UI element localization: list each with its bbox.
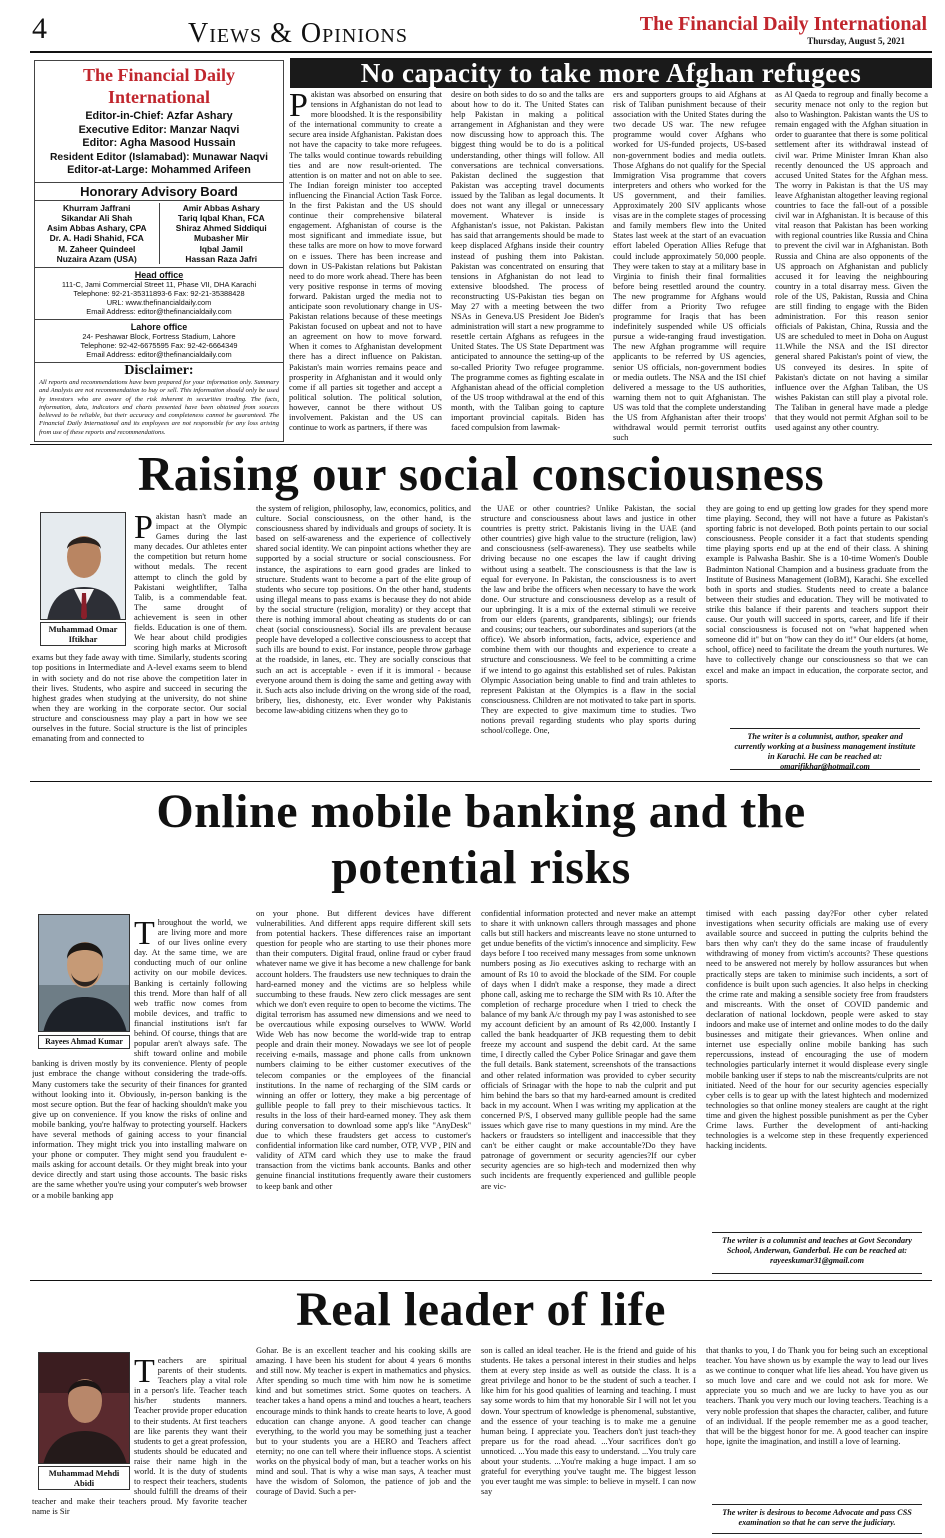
board-member: Khurram Jaffrani [63,202,131,213]
column-text: desire on both sides to do so and the talks are about how to do it. The United States can help Pakistan in making a political arrangement in Afghanistan and they were now discussing how to approach this. The biggest thing would be to do is a political understanding, other things will follow. All conversations are technical conversations. Pakistan declined the suggestion that Pakistan was accepting travel documents issued by the Taliban as legal documents. It does not want any illegal or unnecessary movement. Whatever is inside is Afghanistan's issue, not Pakistan. Pakistan has said that arrangements should be made to keep displaced Afghans inside their country instead of pushing them into Pakistan. Pakistan was concentrated on ensuring that tensions in Afghanistan do not lead to extensive bloodshed. The process of reconstructing US-Pakistan ties began on May 27 with a meeting between the two NSAs in Geneva.US President Joe Biden's administration will start a new programme to resettle certain Afghans as refugees in the United States. The US State Department was anticipated to announce the setting-up of the so-called Priority Two refugee programme. The programme comes as fighting escalate in Afghanistan ahead of the official completion of the US troop withdrawal at the end of this month, with the Taliban going to capture important provincial capitals. Biden has faced compulsion from lawmak- [451,90,604,433]
section-title: Views & Opinions [188,18,408,49]
address-line: URL: www.thefinancialdaily.com [106,298,212,308]
column-text: akistan was absorbed on ensuring that tensions in Afghanistan do not lead to more bloodshed. It is the responsibility of the international community to create a secure area inside Afghanistan. Pakistan does not have the capacity to take more refugees. The talks would continue towards rebuilding ties and are now result-oriented. The attention is on matter and not on able to see. The Indian foreign minister too accepted influencing the Financial Action Task Force. In the first Pakistan and the US should continue their comprehensive bilateral engagement. Afghanistan of course is the most significant and immediate issue, but these talks are more on how to move forward on e issues. There has been increase and down in US-Pakistan relations but Pakistan need to do more work ahead. There has been very positive response in terms of moving forward. Pakistan urged the media not to anticipate soon revolutionary change in US-Pakistan relations because of these meetings Pakistan focused on upbeat and not to have an agreement on how to move forward. When it comes to Afghanistan development there has a direct influence on Pakistan. Pakistan's main worries remains peace and prosperity in Afghanistan and it would only come if all parties sit together and accept a political solution. The political solution, however, cannot be there without US involvement. Pakistan and the US can continue to work as partners, if there was [289,90,442,433]
article-3-column-2 [256,1346,471,1534]
article-2-title-line-1: Online mobile banking and the [156,785,806,838]
board-member: Mubasher Mir [194,233,249,244]
address-line: Email Address: editor@thefinancialdaily.com [86,350,232,360]
article-2-writer-note: The writer is a columnist and teaches at Govt Secondary School, Anderwan, Ganderbal. He can be reached at: rayeeskumar31@gmail.com [712,1232,922,1274]
board-left-column [35,203,159,265]
staff-box [34,60,284,442]
column-text: akistan hasn't made an impact at the Olympic Games during the last many decades. Our athletes enter the competition but return home without medals. The recent attempt to clinch the gold by Pakistani weightlifter, Talha Talib, is a commendable feat. The same drought of achievement is seen in other fields. Education is one of them. We hear about child prodigies scoring high marks at Microsoft exams but they fade away with time. Similarly, students scoring top positions in Intermediate and A-level exams seem to blend in with society and do not rise above the competition later in their lives. Students, who aspire and succeed in securing the highest grades when studying at the university, do not shine when they are working in the corporate sector. Our social structure and consciousness may play a part in how we see ourselves in the future. Social structure is the list of principles emanating from and connected to [32,512,247,744]
column-text: as Al Qaeda to regroup and finally become a security menace not only to the region but also to Washington. Pakistan wants the US to remain engaged with the Afghan situation in order to guarantee that there is some political settlement after its withdrawal instead of civil war. Prime Minister Imran Khan also recently denounced the US approach and accused United States for the Afghan mess. The worry in Pakistan is that the US may leave Afghanistan altogether leaving regional countries to face the fall-out of a possible civil war in Afghanistan. It is because of this vital reason that Pakistan has been working with regional countries like Russia and China to prevent the civil war in Afghanistan. Both Russia and China are also opponents of the US approach on Afghanistan and publicly accused it for leaving the neighbouring country in a total disarray mess. Given the role of the US, Pakistan, Russia and China are still finding to engage with the Biden administration. For this reason senior officials of Pakistan, China, Russia and the US are scheduled to meet in Doha on August 11.While the NSA and the ISI director general shared Pakistan's point of view, the US conveyed its desires. In spite of Pakistan's dictate on not having a similar influence over the Afghan Taliban, the US wishes Pakistan can still play a pivotal role. The Taliban in general have made a pledge that they would not permit Afghan soil to be used against any other country. [775,90,928,433]
article-1-title: Raising our social consciousness [137,446,825,501]
section-divider [30,444,932,445]
column-text: son is called an ideal teacher. He is the friend and guide of his students. He takes a personal interest in their studies and helps them at every step inside as well as outside the class. It is a great privilege and honor to be the student of such a teacher. I like him for his good qualities of learning and teaching. I must say some words to him that my honorable Sir I will not let you down. Your spectrum of knowledge is phenomenal, substantive, and the essence of your teaching is to make me a genuine human being. I appreciate you. Teachers don't just teach-they prepare us for the road ahead. ...Your sacrifices don't go unnoticed. ...You made this easy to understand. ...You truly care about your students. ...You're making a huge impact. I am so grateful for everything you've taught me. The biggest lesson you ever taught me was simple: to believe in myself. I can now say [481,1346,696,1497]
editorial-column-3 [613,90,766,442]
article-1-writer-note: The writer is a columnist, author, speaker and currently working at a business management institute in Karachi. He can be reached at: omarifikhar@hotmail.com [730,728,920,770]
board-member: Dr. A. Hadi Shahid, FCA [49,233,144,244]
column-text: eachers are spiritual parents of their students. Teachers play a vital role in a person's life. Teacher teach his/her students manners. Teacher provide proper education to their students. At first teachers are like parents they want their students to get a great profession, students should be educated and raise their name high in the world. It is the duty of students to respect their teachers, students should fulfill the dreams of their teacher and make their teachers proud. My favorite teacher name is Sir [32,1356,247,1517]
board-right-column [160,203,284,265]
article-2-column-4 [706,909,928,1227]
lahore-office-title: Lahore office [130,322,188,333]
lahore-office-address [35,332,283,359]
article-2-column-2 [256,909,471,1278]
article-3-column-3 [481,1346,696,1534]
masthead-paper-name: The Financial Daily International [639,13,927,35]
article-2-title [30,784,932,896]
column-text: the UAE or other countries? Unlike Pakistan, the social structure and consciousness about laws and justice in other countries is pretty strict. Pakistanis living in the UAE (and other countries) give high value to the structure (religion, law) and consciousness (self-awareness). They use seatbelts while driving because no one escapes the law if caught driving without using a seatbelt. The consciousness is that the law is equal for everyone. In Pakistan, the consciousness is to avert the law and bribe the officers when necessary to have the work done. Our structure and consciousness develop as a result of our upbringing. It is a mix of the external stimuli we receive from our elders (parents, grandparents, siblings); our friends and cousins; our teachers, our subordinates and superiors (at the office). We absorb information, facts, advice, experience and combine them with our thoughts and experience to create a structure and consciousness. We feel to be committing a crime if we intend to go against this established set of rules. Pakistan Olympic Association being unable to find and train athletes to represent Pakistan at the Olympics is a flaw in the social consciousness. Children are not motivated to take part in sports. They are expected to give maximum time to studies. Two notions prevail regarding students who play sports during school/college. One, [481,504,696,736]
column-text: timised with each passing day?For other cyber related investigations when security officials are making use of every available source and succeed in putting the culprits behind the bars then why can't they do the same incase of fraudulently withdrawing of money from victim's accounts? These questions need to be answered not merely by hollow assurances but when practically steps are taken to minimise such incidents, a sort of confidence is built upon such agencies. It also helps in checking the crime rate and making a sensible society free from fraudsters and miscreants. With the onset of COVID pandemic and declaration of national lockdown, people were asked to stay indoors and make use of internet and online modes to do the daily businesses and mitigate their grievances. When online and internet use especially online mobile banking has such repercussions, instead of encouraging the use of modern technologies particularly internet it would displease every single mobile banking user if steps to nab the miscreants/culprits are not initiated. Need of the hour for our security agencies especially cyber cells is to gear up with the latest hightech and modernized technologies so that online money stealers are caught at the right time and given the highest possible punishment as per the Cyber Crime laws. Further the development of anti-hacking technologies is a welcome step in these frequently experienced hacking incidents. [706,909,928,1151]
address-line: 111-C, Jami Commercial Street 11, Phase VII, DHA Karachi [61,280,257,290]
column-text: confidential information protected and never make an attempt to share it with unknown callers through massages and phone calls but still hackers and miscreants leave no stone unturned to get undue benefits of the victim's innocence and simplicity. Few days before I too received many messages from some unknown numbers posing as Jio executives asking to recharge with an amount of Rs 10 to avoid the blockade of the SIM. For couple of days when I didn't make a response, they made a direct phone call, asking me to recharge the SIM with Rs 10. After the completion of recharge procedure when I tried to check the balance of my bank A/c through my pay I was astonished to see my account deficient by an amount of Rs 42,000. Instantly I called the bank headquarter of JKB requesting them to debit freeze my account and suspend the debit card. At the same time, I directly called the Cyber Police Srinagar and gave them the full details. Bank statement, screenshots of the transactions and other related information was provided to cyber security officials of Srinagar with the hope to nab the culprit and put him behind the bars so that my hard-earned amount is credited back in my account. When I was writing my application at the concerned P/S, I observed many gullible people had the same issues which gave rise to many questions in my mind. Are the hackers or fraudsters so intelligent and inaccessible that they can't be either caught or make accountable?Do they have patronage of government or security agencies?If our cyber security agencies are so high-tech and modernized then why such incidents are frequently experienced and gullible people are vic- [481,909,696,1191]
article-3-column-1 [32,1356,247,1534]
board-member: Nuzaira Azam (USA) [56,253,137,264]
column-text: hroughout the world, we are living more and more of our lives online every day. At the same time, we are conducting much of our online activity on our mobile devices. Banking is certainly following this trend. More than half of all web traffic now comes from mobile devices, and traffic to financial institutions isn't far behind. Of course, things that are popular aren't always safe. The shift toward online and mobile banking is driven mostly by its convenience. Plenty of people just embrace the change without considering the trade-offs. Many customers take the security of their finances for granted without looking into it. Obviously, in-person banking is the most secure option. But the fear of hacking shouldn't make you give up on convenience. If you know the risks of online and mobile banking, you're halfway to protecting yourself. Hackers have several methods of gaining access to your financial information. They might trick you into installing malware on your phone or computer. They might send you fraudulent e-mails asking for account details. Or they might break into your device directly and start using those accounts. The basic risks are the same whether you're using your computer's web browser or a mobile banking app [32,918,247,1200]
column-text: that thanks to you, I do Thank you for being such an exceptional teacher. You have shown us by example the way to lead our lives as we continue to conquer what life lies ahead. You have given us so much love and care and we could not ask for more. We appreciate you so much and we are lucky to have you as our teachers. Thank you very much our loving teachers. Teaching is a very noble profession that shapes the character, caliber, and future of an individual. If the people remember me as a good teacher, that will be the biggest honor for me. A good teacher can inspire hope, ignite the imagination, and instill a love of learning. [706,1346,928,1446]
section-divider [30,781,932,782]
editorial-drop-cap: P [289,90,308,124]
editorial-column-2 [451,90,604,442]
article-2-column-3 [481,909,696,1278]
advisory-board [35,201,283,265]
board-member: Iqbal Jamil [199,243,243,254]
head-office-address [35,280,283,316]
editors-list [35,110,283,178]
masthead-rule [30,51,932,53]
editor-line: Editor-at-Large: Mohammed Arifeen [67,164,251,176]
masthead-date: Thursday, August 5, 2021 [807,36,905,46]
column-text: Gohar. Be is an excellent teacher and his cooking skills are amazing. I have been his student for about 4 years 6 months and still now. My teacher is expert in mathematics and physics. After spending so much time with him now he is sometime kind and but sometimes strict. Some quotes on teachers. A teacher takes a hand opens a mind and touches a heart, teachers encourage minds to think hands to create hearts to love, A good education can change anyone. A good teacher can change everything, to the world you may be something just a teacher but to your students you are a HERO and Teachers affect eternity; no one can tell where their influence stops. A scientist works on the physical body of man, but a teacher works on his mind and soul. That is why a wise man says, A teacher must have the wisdom of Solomon, the patience of job and the courage of David. Such a per- [256,1346,471,1497]
article-3-writer-note: The writer is desirous to become Advocate and pass CSS examination so that he can serve the judiciary. [712,1504,922,1534]
author-caption-omar: Muhammad Omar Iftikhar [40,622,126,646]
article-3-title: Real leader of life [296,1283,666,1336]
column-text: on your phone. But different devices have different vulnerabilities. And different apps require different skill sets from potential hackers. These differences raise an important question for people who are starting to use their phones more than their computers. Digital fraud, online fraud or cyber fraud whatever name we give it has become a new challenge for bank account holders. The fraudsters use new techniques to drain the hard-earned money and the victims are so helpless while succumbing to these frauds. New zero click messages are sent which we don't even require to open to become the victims. The digital terrorism has assumed new dimensions and we need to be overcautious while exposing ourselves to WWW. World Wide Web has now become the world-wide trap to entrap people and drain their money. Nowadays we see lot of people receiving e-mails, massage and phone calls from unknown numbers claiming to be either customer executives of the telecom companies or the employees of the financial institutions. In the name of recharging of the SIM cards or winning an offer or lottery, they make a big percentage of gullible people to fall prey to their mischievous tactics. It results in the loss of their hard-earned money. They ask them during conversation to download some app's like "AnyDesk" due to which these fraudsters get access to customer's confidential information like card number, OTP, VVP , PIN and validity of ATM card which they use to make the fraud transaction from the victims bank accounts. Banks and other genuine financial institutions frequently aware their customers to keep bank and other [256,909,471,1191]
column-text: ers and supporters groups to aid Afghans at risk of Taliban punishment because of their association with the United States during the two decade US war. The new refugee programme would cover Afghans who worked for US-funded projects, US-based non-government bodies and media outlets. Those Afghans do not qualify for the Special Immigration Visa programme that covers interpreters and others who worked for the US government, and their families. Approximately 200 SIV applicants whose visas are in the complete stages of processing and family members flew into the United States last week at the start of an evacuation effort labeled Operation Allies Refuge that could include approximately 50,000 people. They were taken to stay at a military base in Virginia to finish their final formalities before being resettled around the country. The new programme for Afghans would differ from a Priority Two refugee programme for Iraqis that has been indefinitely suspended while US officials pursue a wide-ranging fraud investigation. The new Afghan programme will require applicants to be referred by US agencies, senior US officials, non-government bodies or media outlets. The NSA and the ISI chief delivered a message to the US authorities, warning them not to quit Afghanistan. The US was told that the complete understanding the US from Afghanistan after their troops' withdrawal would permit terrorist outfits such [613,90,766,442]
article-1-column-2 [256,504,471,780]
article-2-column-1 [32,918,247,1278]
photo-spacer [32,918,134,1052]
photo-spacer [32,1356,134,1490]
board-member: Sikandar Ali Shah [61,212,133,223]
board-member: Tariq Iqbal Khan, FCA [177,212,265,223]
column-text: they are going to end up getting low grades for they spend more time playing. Second, they will not have a future as Pakistan's sporting fabric is not developed. Both points pertain to our social consciousness. People consider it a fact that students spending time playing sports end up at the end of their class. A shining example is Palwasha Bashir. She is a 10-time Women's Double Badminton National Champion and a business graduate from the Institute of Business Management (IoBM), Karachi. She excelled both in sports and studies. Students need to create a balance between their studies and education. They will be motivated to strike this balance if their parents and teachers support their cause. Our youth will succeed in sports, career, and life if their social consciousness is focused not on "what happened when someone did it" but on "how can they do it!" Our elders (at home, school, office) need to facilitate the dream the youth nurtures. We have to collectively change our consciousness so that we can excel and make an impact in education, the corporate sector, and sports. [706,504,928,685]
board-member: Hassan Raza Jafri [185,253,258,264]
page-number: 4 [32,12,47,45]
column-text: the system of religion, philosophy, law, economics, politics, and culture. Social consciousness, on the other hand, is the consciousness shared by individuals and groups of society. It is based on self-awareness and the experience of collectively shared social identity. We can pinpoint actions whether they are supported by a social structure or social consciousness. For instance, the aspirations to earn good grades are linked to structure. Students want to become a part of the elite group of students who secure top positions. On the other hand, students using illegal means to pass exams is because they do not abide by the social structure (religion, morality) or they accept that there is nothing immoral about cheating as students do or can cheat (social consciousness). Social ills are prevalent because people have developed a collective consciousness to accept that such ills are bound to exist. For instance, people throw garbage at the roadside, in lanes, etc. They are socially conscious that such an act is acceptable - even if it is immoral - because everyone around them is doing the same and getting away with it. Such acts also include driving on the wrong side of the road, bribery, lies, dishonesty, etc. Ever wonder why Pakistanis become law-abiding citizens when they go to [256,504,471,715]
article-1-drop-cap: P [134,512,153,546]
board-member: Asim Abbas Ashary, CPA [46,223,147,234]
editorial-title-bar [290,58,932,88]
address-line: Telephone: 92-21-35311893-6 Fax: 92-21-35388428 [73,289,245,299]
editorial-title: No capacity to take more Afghan refugees [360,58,862,88]
address-line: Email Address: editor@thefinancialdaily.com [86,307,232,317]
board-member: Amir Abbas Ashary [182,202,260,213]
board-member: M. Zaheer Quindeel [58,243,136,254]
editor-line: Editor: Agha Masood Hussain [82,137,236,149]
section-divider [30,1280,932,1281]
board-member: Shiraz Ahmed Siddiqui [175,223,267,234]
author-caption-rayees: Rayees Ahmad Kumar [38,1035,130,1049]
masthead [0,0,945,56]
article-3-drop-cap: T [134,1356,155,1390]
address-line: 24- Peshawar Block, Fortress Stadium, Lahore [82,332,236,342]
author-caption-mehdi: Muhammad Mehdi Abidi [38,1466,130,1490]
editor-line: Executive Editor: Manzar Naqvi [78,123,240,136]
article-2-title-line-2: potential risks [331,841,631,894]
article-2-drop-cap: T [134,918,155,952]
head-office-title: Head office [134,270,184,281]
staff-paper-name: The Financial Daily International [82,65,235,107]
article-1-column-1 [32,512,247,780]
disclaimer-text: All reports and recommendations have been prepared for your information only. Summary and Analysis are not recommendation to buy or sell. This information should only be used by investors who are aware of the risk inherent in securities trading. The facts, information, data, indicators and charts presented have been obtained from sources believed to be reliable, but their accuracy and completeness cannot be guaranteed. The Financial Daily International and its employees are not responsible for any loss arising from use of these reports and recommendations. [39,379,279,436]
photo-spacer [32,512,134,646]
editorial-column-4 [775,90,928,442]
address-line: Telephone: 92-42-6675595 Fax: 92-42-6664349 [80,341,238,351]
article-3-column-4 [706,1346,928,1494]
editor-line: Resident Editor (Islamabad): Munawar Naqvi [50,151,268,163]
editor-line: Editor-in-Chief: Azfar Ashary [85,110,233,122]
disclaimer-title: Disclaimer: [124,363,194,379]
article-1-column-3 [481,504,696,780]
editorial-column-1 [289,90,442,442]
article-1-column-4 [706,504,928,722]
advisory-board-title: Honorary Advisory Board [35,182,283,201]
